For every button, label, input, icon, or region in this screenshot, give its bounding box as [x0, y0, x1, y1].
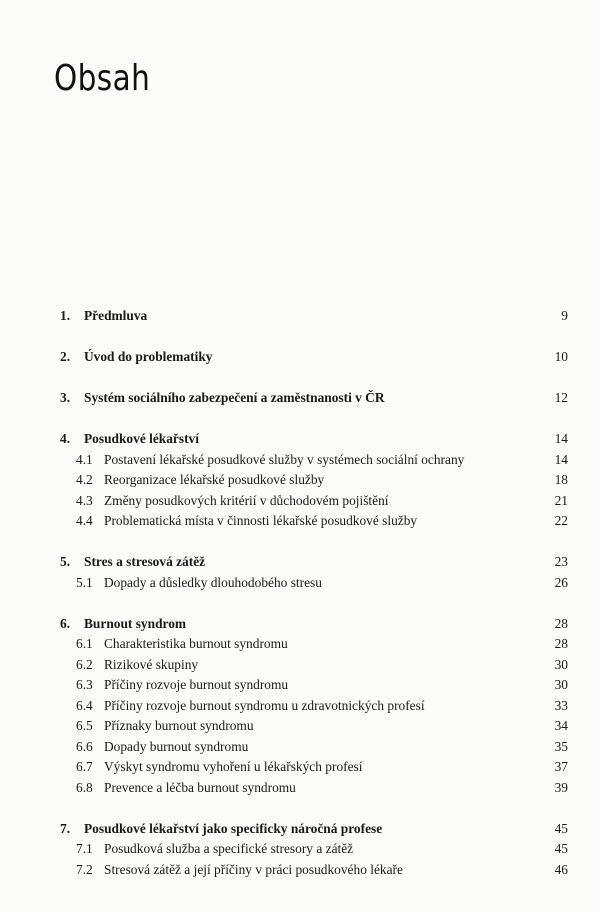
- toc-page-number: 21: [554, 492, 568, 508]
- toc-chapter-entry[interactable]: [60, 552, 568, 573]
- toc-page-number: 18: [554, 472, 568, 487]
- toc-entry-number: 4.3: [76, 492, 93, 508]
- toc-entry-number: 5.1: [76, 574, 93, 590]
- toc-page-number: 9: [561, 308, 568, 323]
- toc-entry-title: [76, 716, 254, 737]
- toc-entry-label: Příčiny rozvoje burnout syndromu: [104, 677, 289, 692]
- toc-entry-number: 7.1: [76, 841, 93, 856]
- toc-entry-label: Systém sociálního zabezpečení a zaměstnanosti v ČR: [84, 390, 385, 405]
- toc-entry-label: Posudková služba a specifické stresory a zátěž: [104, 841, 354, 856]
- toc-entry-label: Burnout syndrom: [84, 615, 187, 631]
- toc-entry-title: [76, 839, 353, 860]
- toc-entry-number: 4.4: [76, 513, 93, 528]
- toc-page-number: 30: [554, 656, 568, 672]
- toc-entry-number: 3.: [60, 390, 71, 405]
- toc-entry-label: Úvod do problematiky: [84, 349, 213, 364]
- toc-entry-label: Postavení lékařské posudkové služby v systémech sociální ochrany: [104, 451, 465, 467]
- toc-chapter-group: [60, 552, 568, 593]
- toc-subchapter-entry[interactable]: [60, 737, 568, 758]
- toc-page-number: 35: [554, 738, 568, 754]
- toc-entry-label: Charakteristika burnout syndromu: [104, 636, 288, 651]
- toc-entry-number: 6.6: [76, 738, 93, 754]
- toc-chapter-group: [60, 388, 568, 409]
- toc-page-number: 14: [554, 451, 568, 467]
- toc-chapter-entry[interactable]: [60, 429, 568, 450]
- toc-entry-number: 6.2: [76, 656, 93, 672]
- toc-page-number: 23: [554, 554, 568, 569]
- toc-entry-number: 7.2: [76, 861, 93, 877]
- toc-entry-number: 4.1: [76, 451, 93, 467]
- toc-entry-label: Prevence a léčba burnout syndromu: [104, 779, 296, 795]
- toc-entry-number: 6.5: [76, 718, 93, 733]
- toc-chapter-entry[interactable]: [60, 819, 568, 840]
- toc-entry-title: [76, 737, 248, 758]
- toc-entry-title: [76, 450, 464, 471]
- toc-subchapter-entry[interactable]: [60, 696, 568, 717]
- toc-subchapter-entry[interactable]: [60, 634, 568, 655]
- toc-entry-title: [76, 860, 403, 881]
- toc-page-number: 45: [554, 820, 568, 836]
- toc-entry-title: [76, 655, 198, 676]
- toc-entry-label: Reorganizace lékařské posudkové služby: [104, 472, 325, 487]
- toc-entry-number: 1.: [60, 308, 71, 323]
- toc-subchapter-entry[interactable]: [60, 716, 568, 737]
- toc-entry-number: 4.: [60, 431, 71, 446]
- toc-entry-number: 6.1: [76, 636, 93, 651]
- toc-page-number: 22: [554, 513, 568, 528]
- toc-subchapter-entry[interactable]: [60, 491, 568, 512]
- toc-entry-title: [60, 347, 212, 368]
- toc-entry-label: Problematická místa v činnosti lékařské posudkové služby: [104, 513, 418, 528]
- toc-entry-label: Posudkové lékařství: [84, 431, 199, 446]
- toc-entry-label: Rizikové skupiny: [104, 656, 199, 672]
- toc-entry-title: [60, 552, 205, 573]
- toc-chapter-group: [60, 819, 568, 881]
- toc-entry-title: [76, 675, 288, 696]
- toc-entry-label: Předmluva: [84, 308, 148, 323]
- toc-page-number: 14: [554, 431, 568, 446]
- toc-chapter-entry[interactable]: [60, 388, 568, 409]
- toc-page-number: 39: [554, 779, 568, 795]
- toc-entry-number: 6.7: [76, 759, 93, 774]
- toc-chapter-entry[interactable]: [60, 347, 568, 368]
- toc-entry-number: 2.: [60, 349, 71, 364]
- toc-entry-number: 6.8: [76, 779, 93, 795]
- toc-page-number: 45: [554, 841, 568, 856]
- toc-subchapter-entry[interactable]: [60, 839, 568, 860]
- toc-entry-number: 6.: [60, 615, 71, 631]
- toc-entry-label: Příznaky burnout syndromu: [104, 718, 254, 733]
- toc-subchapter-entry[interactable]: [60, 470, 568, 491]
- toc-subchapter-entry[interactable]: [60, 757, 568, 778]
- toc-entry-label: Změny posudkových kritérií v důchodovém pojištění: [104, 492, 389, 508]
- toc-entry-number: 6.4: [76, 697, 93, 713]
- toc-entry-title: [60, 819, 382, 840]
- toc-subchapter-entry[interactable]: [60, 450, 568, 471]
- toc-page-number: 37: [554, 759, 568, 774]
- toc-page-number: 28: [554, 636, 568, 651]
- toc-chapter-group: [60, 614, 568, 799]
- toc-entry-title: [60, 429, 199, 450]
- toc-page-number: 28: [554, 615, 568, 631]
- toc-subchapter-entry[interactable]: [60, 860, 568, 881]
- page-title: Obsah: [54, 58, 151, 99]
- table-of-contents: [60, 306, 568, 901]
- toc-page-number: 10: [554, 349, 568, 364]
- toc-page-number: 30: [554, 677, 568, 692]
- toc-subchapter-entry[interactable]: [60, 573, 568, 594]
- toc-entry-title: [76, 778, 296, 799]
- toc-entry-title: [76, 573, 322, 594]
- toc-subchapter-entry[interactable]: [60, 778, 568, 799]
- toc-subchapter-entry[interactable]: [60, 675, 568, 696]
- toc-entry-title: [60, 614, 186, 635]
- toc-entry-number: 5.: [60, 554, 71, 569]
- toc-entry-label: Posudkové lékařství jako specificky náročná profese: [84, 820, 383, 836]
- toc-entry-title: [76, 491, 389, 512]
- toc-entry-label: Výskyt syndromu vyhoření u lékařských profesí: [104, 759, 363, 774]
- toc-entry-label: Stres a stresová zátěž: [84, 554, 206, 569]
- toc-entry-label: Dopady burnout syndromu: [104, 738, 249, 754]
- toc-entry-title: [60, 306, 147, 327]
- toc-entry-number: 6.3: [76, 677, 93, 692]
- toc-entry-label: Stresová zátěž a její příčiny v práci posudkového lékaře: [104, 861, 403, 877]
- toc-entry-title: [76, 511, 417, 532]
- toc-page-number: 34: [554, 718, 568, 733]
- toc-chapter-group: [60, 306, 568, 327]
- toc-entry-title: [60, 388, 385, 409]
- toc-entry-title: [76, 470, 324, 491]
- toc-chapter-group: [60, 347, 568, 368]
- toc-chapter-entry[interactable]: [60, 614, 568, 635]
- toc-page-number: 33: [554, 697, 568, 713]
- toc-page-number: 12: [554, 390, 568, 405]
- toc-entry-number: 4.2: [76, 472, 93, 487]
- toc-entry-title: [76, 757, 362, 778]
- toc-chapter-entry[interactable]: [60, 306, 568, 327]
- toc-page-number: 46: [554, 861, 568, 877]
- toc-subchapter-entry[interactable]: [60, 655, 568, 676]
- toc-subchapter-entry[interactable]: [60, 511, 568, 532]
- toc-page-number: 26: [554, 574, 568, 590]
- toc-entry-title: [76, 696, 425, 717]
- toc-chapter-group: [60, 429, 568, 532]
- toc-entry-label: Dopady a důsledky dlouhodobého stresu: [104, 574, 322, 590]
- toc-entry-title: [76, 634, 288, 655]
- toc-entry-number: 7.: [60, 820, 71, 836]
- toc-entry-label: Příčiny rozvoje burnout syndromu u zdravotnických profesí: [104, 697, 425, 713]
